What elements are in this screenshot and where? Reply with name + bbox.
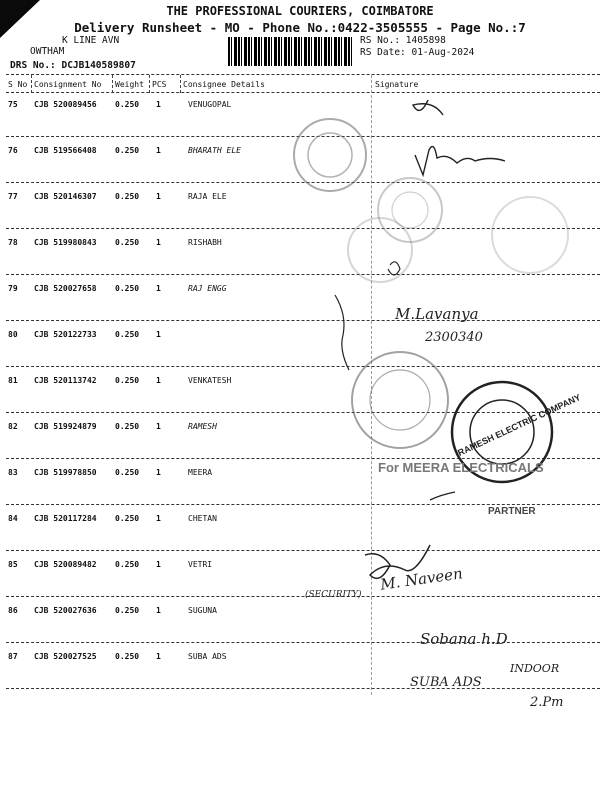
row-weight: 0.250 bbox=[115, 238, 140, 247]
col-consignment: Consignment No bbox=[34, 80, 102, 89]
row-sno: 81 bbox=[8, 376, 18, 385]
row-consignment-no: CJB 519978850 bbox=[34, 468, 97, 477]
row-sno: 84 bbox=[8, 514, 18, 523]
circular-stamp-icon bbox=[294, 119, 366, 191]
row-sno: 87 bbox=[8, 652, 18, 661]
row-sno: 82 bbox=[8, 422, 18, 431]
col-signature: Signature bbox=[375, 80, 419, 89]
drs-number: DRS No.: DCJB140589807 bbox=[10, 60, 136, 71]
row-pcs: 1 bbox=[156, 560, 161, 569]
row-sno: 78 bbox=[8, 238, 18, 247]
partner-stamp-text: PARTNER bbox=[488, 506, 536, 517]
row-consignee: VETRI bbox=[188, 560, 213, 569]
circular-stamp-icon bbox=[378, 178, 442, 242]
row-pcs: 1 bbox=[156, 330, 161, 339]
row-weight: 0.250 bbox=[115, 652, 140, 661]
row-pcs: 1 bbox=[156, 146, 161, 155]
row-consignment-no: CJB 520122733 bbox=[34, 330, 97, 339]
row-weight: 0.250 bbox=[115, 330, 140, 339]
row-consignee: VENUGOPAL bbox=[188, 100, 232, 109]
row-sno: 76 bbox=[8, 146, 18, 155]
col-sno: S No bbox=[8, 80, 28, 89]
handwritten-lavanya: M.Lavanya bbox=[395, 305, 479, 323]
col-divider bbox=[149, 75, 150, 93]
row-weight: 0.250 bbox=[115, 146, 140, 155]
row-consignment-no: CJB 520113742 bbox=[34, 376, 97, 385]
row-consignment-no: CJB 520146307 bbox=[34, 192, 97, 201]
signature-scribble bbox=[335, 295, 349, 370]
handwritten-suba-ads: SUBA ADS bbox=[410, 675, 482, 690]
row-consignment-no: CJB 519924879 bbox=[34, 422, 97, 431]
row-pcs: 1 bbox=[156, 606, 161, 615]
row-weight: 0.250 bbox=[115, 514, 140, 523]
row-consignment-no: CJB 520089456 bbox=[34, 100, 97, 109]
address-line-1: K LINE AVN bbox=[62, 35, 120, 46]
row-sno: 83 bbox=[8, 468, 18, 477]
header-rule-top bbox=[6, 74, 600, 75]
runsheet-title: Delivery Runsheet - MO - Phone No.:0422-3505555 - Page No.:7 bbox=[74, 20, 526, 35]
row-pcs: 1 bbox=[156, 468, 161, 477]
row-weight: 0.250 bbox=[115, 422, 140, 431]
row-weight: 0.250 bbox=[115, 468, 140, 477]
circular-stamp-icon bbox=[352, 352, 448, 448]
ramesh-stamp-text: RAMESH ELECTRIC COMPANY bbox=[456, 392, 583, 458]
header-rule-bottom bbox=[6, 92, 600, 93]
row-weight: 0.250 bbox=[115, 560, 140, 569]
col-consignee: Consignee Details bbox=[183, 80, 265, 89]
row-weight: 0.250 bbox=[115, 606, 140, 615]
row-consignee: SUBA ADS bbox=[188, 652, 227, 661]
row-consignment-no: CJB 520117284 bbox=[34, 514, 97, 523]
row-pcs: 1 bbox=[156, 238, 161, 247]
row-consignment-no: CJB 519980843 bbox=[34, 238, 97, 247]
handwritten-naveen: M. Naveen bbox=[379, 564, 464, 594]
row-weight: 0.250 bbox=[115, 100, 140, 109]
row-consignment-no: CJB 520027658 bbox=[34, 284, 97, 293]
row-consignment-no: CJB 520089482 bbox=[34, 560, 97, 569]
row-weight: 0.250 bbox=[115, 192, 140, 201]
signature-scribble bbox=[430, 492, 455, 500]
row-consignment-no: CJB 519566408 bbox=[34, 146, 97, 155]
row-sno: 85 bbox=[8, 560, 18, 569]
row-pcs: 1 bbox=[156, 376, 161, 385]
rs-number: RS No.: 1405898 bbox=[360, 35, 446, 46]
row-consignee: SUGUNA bbox=[188, 606, 217, 615]
row-pcs: 1 bbox=[156, 514, 161, 523]
address-line-2: OWTHAM bbox=[30, 46, 65, 57]
row-weight: 0.250 bbox=[115, 284, 140, 293]
row-sno: 75 bbox=[8, 100, 18, 109]
row-pcs: 1 bbox=[156, 652, 161, 661]
row-consignee: CHETAN bbox=[188, 514, 217, 523]
meera-stamp-text: For MEERA ELECTRICALS bbox=[378, 460, 544, 475]
signature-scribble bbox=[410, 100, 443, 115]
row-pcs: 1 bbox=[156, 100, 161, 109]
barcode bbox=[228, 37, 354, 66]
handwritten-number: 2300340 bbox=[425, 330, 483, 345]
row-pcs: 1 bbox=[156, 422, 161, 431]
row-consignee: RAJ ENGG bbox=[188, 284, 227, 293]
signature-scribble bbox=[388, 262, 400, 275]
row-consignee: RAJA ELE bbox=[188, 192, 227, 201]
col-weight: Weight bbox=[115, 80, 144, 89]
col-divider bbox=[180, 75, 181, 93]
handwritten-time: 2.Pm bbox=[530, 695, 564, 710]
row-weight: 0.250 bbox=[115, 376, 140, 385]
row-sno: 77 bbox=[8, 192, 18, 201]
row-consignee: RAMESH bbox=[188, 422, 217, 431]
handwritten-sobana: Sobana h.D bbox=[420, 630, 508, 648]
row-sno: 86 bbox=[8, 606, 18, 615]
signature-scribble bbox=[415, 146, 505, 175]
row-sno: 80 bbox=[8, 330, 18, 339]
row-sno: 79 bbox=[8, 284, 18, 293]
handwritten-indoor: INDOOR bbox=[510, 662, 560, 675]
col-divider bbox=[112, 75, 113, 93]
col-divider bbox=[31, 75, 32, 93]
row-consignment-no: CJB 520027525 bbox=[34, 652, 97, 661]
handwritten-security: (SECURITY) bbox=[305, 590, 362, 600]
row-consignment-no: CJB 520027636 bbox=[34, 606, 97, 615]
circular-stamp-icon bbox=[348, 197, 568, 282]
col-pcs: PCS bbox=[152, 80, 167, 89]
row-consignee: MEERA bbox=[188, 468, 213, 477]
row-pcs: 1 bbox=[156, 192, 161, 201]
row-consignee: VENKATESH bbox=[188, 376, 232, 385]
rs-date: RS Date: 01-Aug-2024 bbox=[360, 47, 475, 58]
row-consignee: BHARATH ELE bbox=[188, 146, 241, 155]
row-pcs: 1 bbox=[156, 284, 161, 293]
row-consignee: RISHABH bbox=[188, 238, 222, 247]
company-title: THE PROFESSIONAL COURIERS, COIMBATORE bbox=[166, 4, 434, 18]
